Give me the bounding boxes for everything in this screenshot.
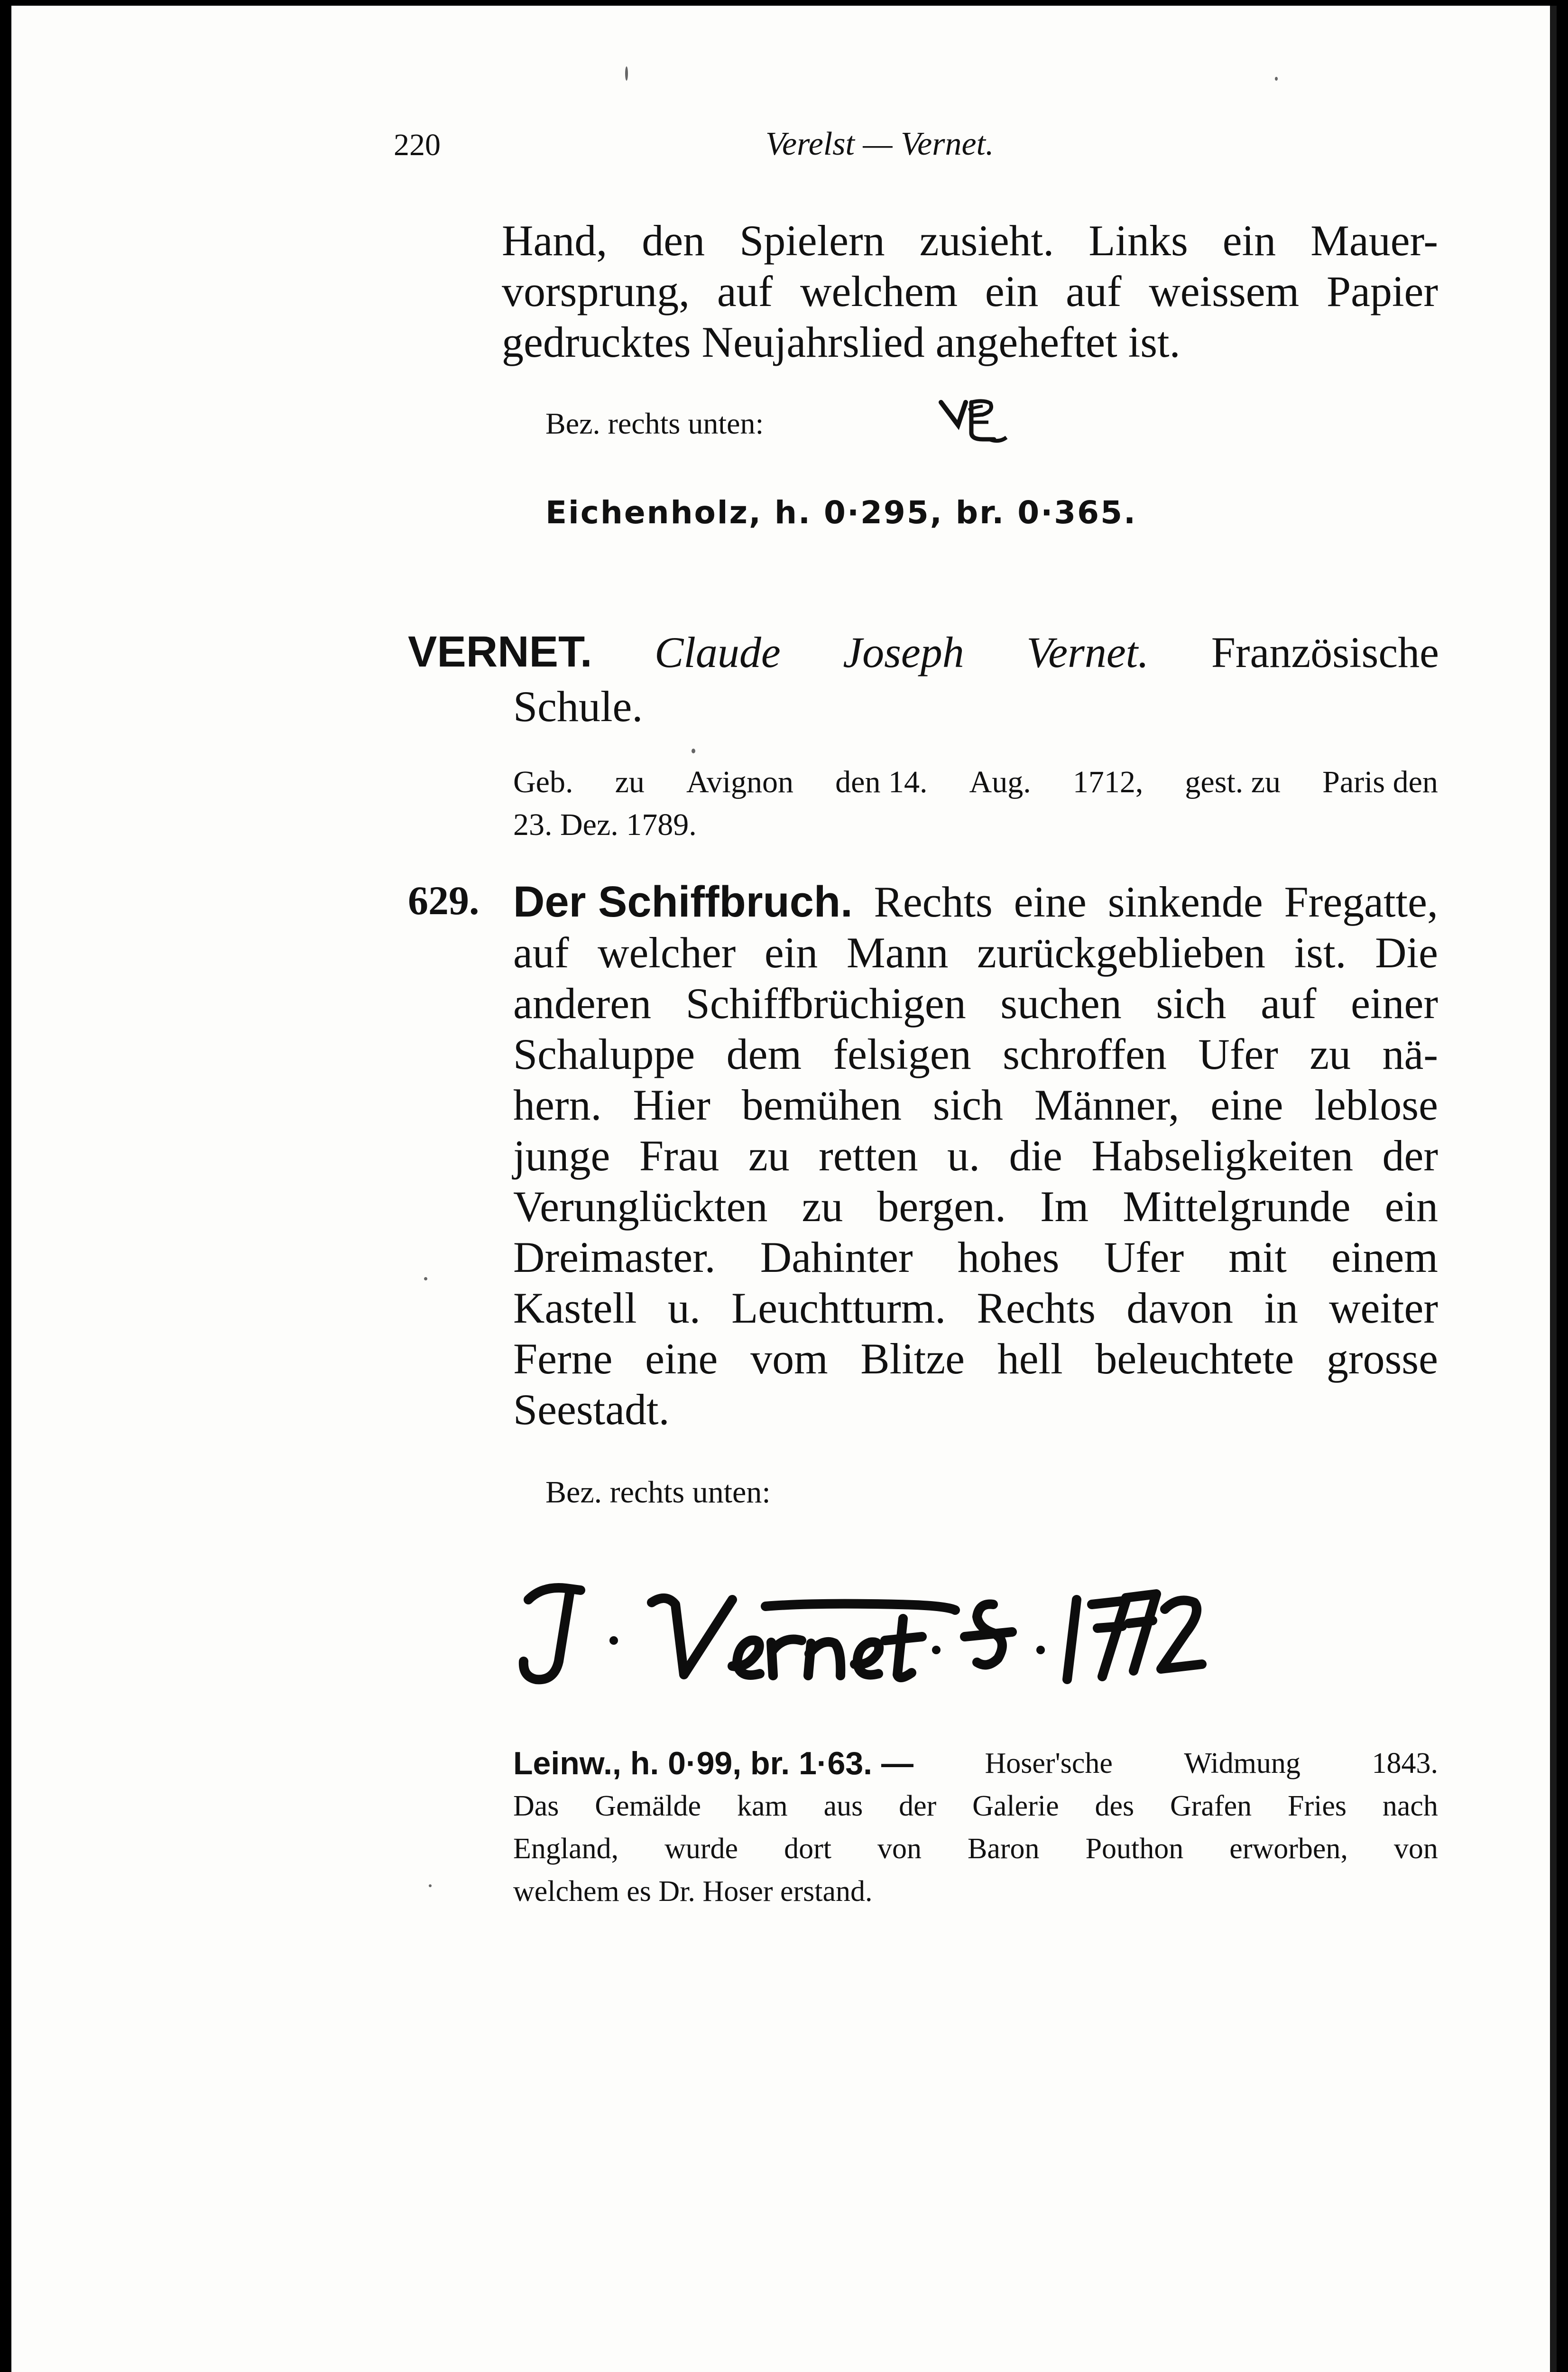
word: Links [1088,216,1188,265]
word: von [877,1833,922,1865]
word: erworben, [1229,1833,1348,1865]
word: zu [748,1131,790,1180]
word: eine [645,1334,718,1383]
word: Die [1375,928,1438,977]
text-line [513,1785,1438,1827]
text-line: 23. Dez. 1789. [513,807,697,842]
word: bergen. [877,1182,1006,1231]
word: 1843. [1372,1747,1438,1779]
text-line [513,1232,1438,1283]
word: gest. zu [1185,765,1281,799]
monogram-signature [937,396,1018,450]
text-line [513,1080,1438,1130]
artist-given-name: Joseph [843,628,964,676]
word: auf [717,267,773,315]
word: Das [513,1790,559,1822]
word: eine [1014,878,1087,926]
word: in [1264,1284,1298,1332]
artist-biography [513,761,1438,846]
word: Habseligkeiten [1091,1131,1354,1180]
word: Verunglückten [513,1182,768,1231]
word: Ufer [1104,1233,1184,1281]
print-speck [625,66,628,81]
word: suchen [1000,979,1122,1028]
word: Schiffbrüchigen [685,979,966,1028]
word: welchem [800,267,958,315]
word: Spielern [739,216,885,265]
word: Hand, [502,216,608,265]
artist-school-cont: Schule. [513,682,643,731]
word: Paris den [1322,765,1438,799]
word: Geb. [513,765,573,799]
artist-surname: VERNET. [408,628,592,676]
text-line [513,1130,1438,1181]
word: Dahinter [760,1233,913,1281]
word: u. [947,1131,980,1180]
word: ein [1384,1182,1438,1231]
word: Hoser'sche [985,1747,1113,1779]
word: den [642,216,705,265]
word: ist. [1294,928,1347,977]
word: auf [513,928,569,977]
artist-heading [408,627,1439,677]
word: ein [764,928,818,977]
painter-signature [509,1557,1373,1702]
word: ein [985,267,1039,315]
word: beleuchtete [1095,1334,1294,1383]
text-line: welchem es Dr. Hoser erstand. [513,1875,873,1908]
word: wurde [664,1833,738,1865]
text-line [513,1334,1438,1384]
word: davon [1126,1284,1234,1332]
print-speck [692,749,695,753]
word: junge [513,1131,610,1180]
artist-full-surname: Vernet. [1026,628,1149,676]
word: Fregatte, [1284,878,1438,926]
word: dem [726,1030,802,1078]
text-line [513,927,1438,978]
word: mit [1228,1233,1287,1281]
word: Frau [639,1131,719,1180]
painting-title: Der Schiffbruch. [513,878,853,926]
word: Schaluppe [513,1030,695,1078]
word: zu [802,1182,843,1231]
material-dimensions-2: Leinw., h. 0·99, br. 1·63. — [513,1745,913,1781]
text-line [513,1181,1438,1232]
word: zusieht. [919,216,1054,265]
word: einem [1331,1233,1438,1281]
word: Mauer- [1310,216,1438,265]
catalogue-entry [513,877,1438,1435]
word: der [899,1790,937,1822]
word: dort [784,1833,831,1865]
word: aus [823,1790,863,1822]
print-speck [424,1277,427,1280]
word: Im [1040,1182,1089,1231]
word: Ferne [513,1334,613,1383]
word: nach [1382,1790,1438,1822]
word: Rechts [977,1284,1096,1332]
word: von [1393,1833,1438,1865]
print-speck [1275,77,1278,81]
word: Grafen [1170,1790,1252,1822]
text-line [502,266,1438,317]
word: die [1009,1131,1062,1180]
text-line [513,1827,1438,1870]
word: Widmung [1184,1747,1301,1779]
catalogue-number: 629. [408,878,480,923]
text-line [513,877,1438,927]
word: Dreimaster. [513,1233,716,1281]
word: sich [932,1081,1004,1129]
word: Aug. [969,765,1031,799]
word: nä- [1382,1030,1438,1078]
word: felsigen [833,1030,971,1078]
text-line [513,1029,1438,1080]
word: Pouthon [1085,1833,1184,1865]
word: gedrucktes [502,318,691,366]
word: Rechts [874,878,993,926]
text-line: Seestadt. [513,1385,670,1434]
word: zu [615,765,645,799]
text-line [513,1283,1438,1334]
text-line [513,761,1438,804]
word: u. [667,1284,701,1332]
word: 1712, [1072,765,1144,799]
page-number: 220 [394,128,441,162]
word: Hier [633,1081,710,1129]
continuation-paragraph [502,215,1438,368]
material-dimensions-1: Eichenholz, h. 0·295, br. 0·365. [545,494,1137,531]
text-line [513,1742,1438,1785]
word: Galerie [972,1790,1059,1822]
word: hohes [957,1233,1060,1281]
word: Kastell [513,1284,637,1332]
word: auf [1066,267,1122,315]
text-line [513,978,1438,1029]
word: Gemälde [595,1790,701,1822]
word: weissem [1149,267,1300,315]
word: eine [1210,1081,1283,1129]
word: kam [737,1790,788,1822]
provenance-notes [513,1742,1438,1913]
word: retten [819,1131,918,1180]
word: Baron [968,1833,1040,1865]
word: Mann [846,928,949,977]
word: ein [1222,216,1276,265]
word: leblose [1314,1081,1438,1129]
word: vom [750,1334,828,1383]
word: bemühen [741,1081,902,1129]
word: zurückgeblieben [977,928,1265,977]
word: weiter [1329,1284,1438,1332]
word: Ufer [1198,1030,1278,1078]
signature-label-2: Bez. rechts unten: [545,1475,771,1510]
word: schroffen [1003,1030,1167,1078]
word: angeheftet [935,318,1117,366]
word: ist. [1128,318,1181,366]
word: zu [1310,1030,1351,1078]
word: einer [1351,979,1438,1028]
running-title: Verelst — Vernet. [766,126,994,162]
word: Mittelgrunde [1123,1182,1351,1231]
word: hern. [513,1081,602,1129]
monogram-mark [937,396,1018,448]
word: Neujahrslied [701,318,925,366]
print-speck [429,1884,432,1887]
word: Männer, [1034,1081,1180,1129]
text-line [502,317,1438,368]
word: sinkende [1107,878,1263,926]
word: grosse [1326,1334,1438,1383]
signature-label-1: Bez. rechts unten: [545,407,764,440]
word: Blitze [860,1334,965,1383]
word: vorsprung, [502,267,690,315]
artist-given-name: Claude [655,628,781,676]
word: anderen [513,979,652,1028]
word: Avignon [686,765,794,799]
word: sich [1156,979,1227,1028]
word: Papier [1326,267,1438,315]
word: auf [1261,979,1317,1028]
word: den 14. [835,765,928,799]
word: hell [997,1334,1063,1383]
word: Fries [1287,1790,1347,1822]
word: Leuchtturm. [731,1284,946,1332]
artist-school: Französische [1211,628,1439,676]
book-page [11,6,1557,2372]
word: des [1095,1790,1134,1822]
word: der [1382,1131,1438,1180]
text-line [502,215,1438,266]
word: welcher [598,928,736,977]
word: England, [513,1833,619,1865]
signature-mark [509,1557,1373,1699]
